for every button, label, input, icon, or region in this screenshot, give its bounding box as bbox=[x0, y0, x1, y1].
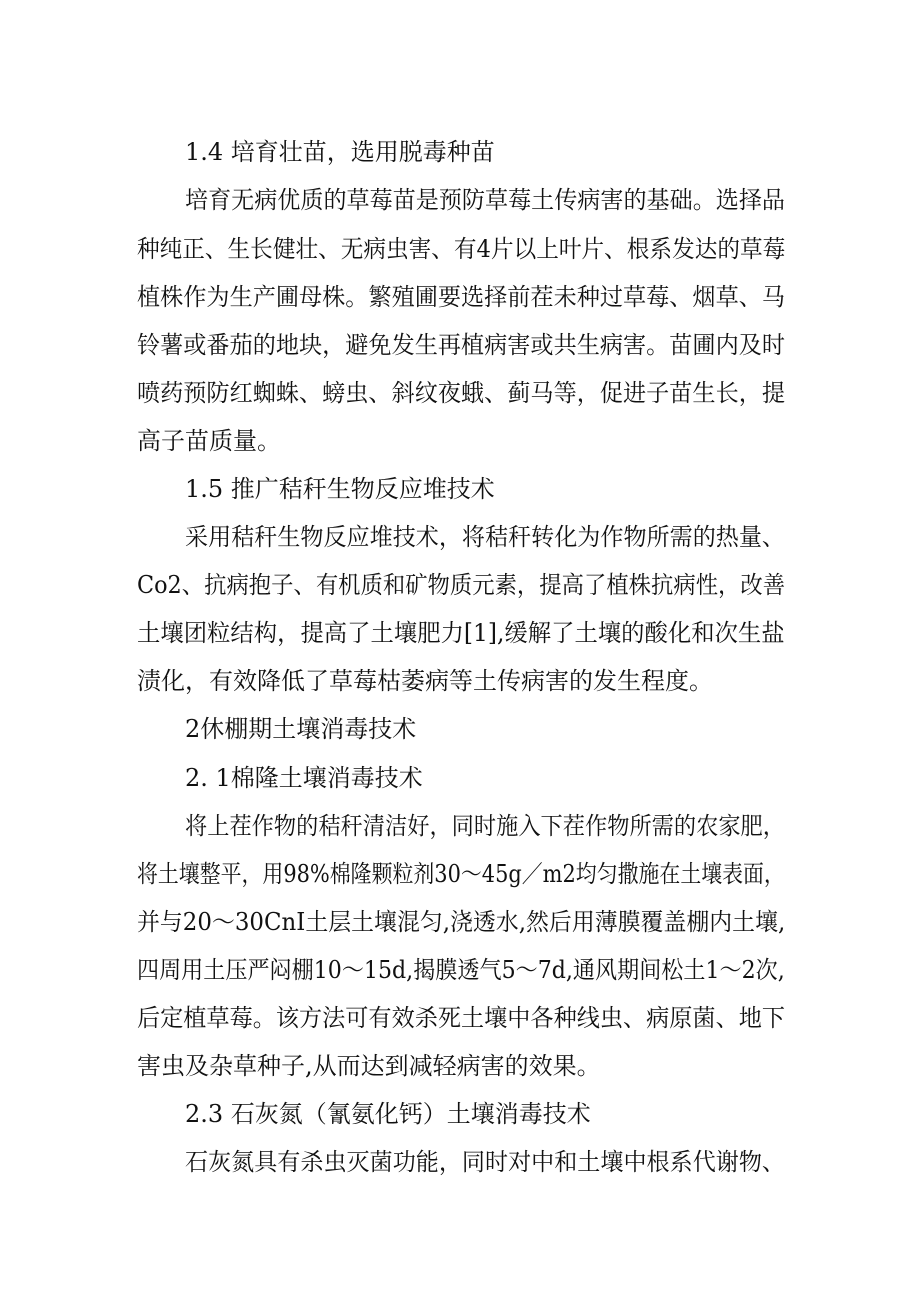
paragraph-line: 四周用土压严闷棚10～15d,揭膜透气5～7d,通风期间松土1～2次, bbox=[137, 956, 785, 984]
paragraph-line: 喷药预防红蜘蛛、螃虫、斜纹夜蛾、蓟马等，促进子苗生长，提 bbox=[137, 379, 785, 407]
section-heading: 2.3 石灰氮（氰氨化钙）土壤消毒技术 bbox=[185, 1100, 591, 1128]
paragraph-line: 害虫及杂草种子,从而达到减轻病害的效果。 bbox=[137, 1052, 601, 1080]
paragraph-line: 高子苗质量。 bbox=[137, 427, 281, 455]
paragraph-line: 采用秸秆生物反应堆技术，将秸秆转化为作物所需的热量、 bbox=[185, 523, 785, 551]
paragraph-line: 铃薯或番茄的地块，避免发生再植病害或共生病害。苗圃内及时 bbox=[137, 331, 785, 359]
paragraph-line: 培育无病优质的草莓苗是预防草莓土传病害的基础。选择品 bbox=[185, 186, 785, 214]
paragraph-line: Co2、抗病抱子、有机质和矿物质元素，提高了植株抗病性，改善 bbox=[137, 571, 786, 599]
paragraph-line: 植株作为生产圃母株。繁殖圃要选择前茬未种过草莓、烟草、马 bbox=[137, 283, 785, 311]
paragraph-line: 后定植草莓。该方法可有效杀死土壤中各种线虫、病原菌、地下 bbox=[137, 1004, 785, 1032]
section-heading: 2. 1棉隆土壤消毒技术 bbox=[185, 764, 423, 792]
paragraph-line: 将上茬作物的秸秆清洁好，同时施入下茬作物所需的农家肥， bbox=[185, 812, 785, 840]
paragraph-line: 土壤团粒结构，提高了土壤肥力[1],缓解了土壤的酸化和次生盐 bbox=[137, 619, 785, 647]
paragraph-line: 渍化，有效降低了草莓枯萎病等土传病害的发生程度。 bbox=[137, 667, 713, 695]
paragraph-line: 并与20～30CnI土层土壤混匀,浇透水,然后用薄膜覆盖棚内土壤, bbox=[137, 908, 786, 936]
paragraph-line: 将土壤整平，用98%棉隆颗粒剂30～45g／m2均匀撒施在土壤表面， bbox=[137, 860, 785, 888]
paragraph-line: 种纯正、生长健壮、无病虫害、有4片以上叶片、根系发达的草莓 bbox=[137, 235, 786, 263]
section-heading: 1.4 培育壮苗，选用脱毒种苗 bbox=[185, 138, 495, 166]
section-heading: 1.5 推广秸秆生物反应堆技术 bbox=[185, 475, 495, 503]
paragraph-line: 石灰氮具有杀虫灭菌功能，同时对中和土壤中根系代谢物、 bbox=[185, 1148, 785, 1176]
section-heading: 2休棚期土壤消毒技术 bbox=[185, 715, 417, 743]
